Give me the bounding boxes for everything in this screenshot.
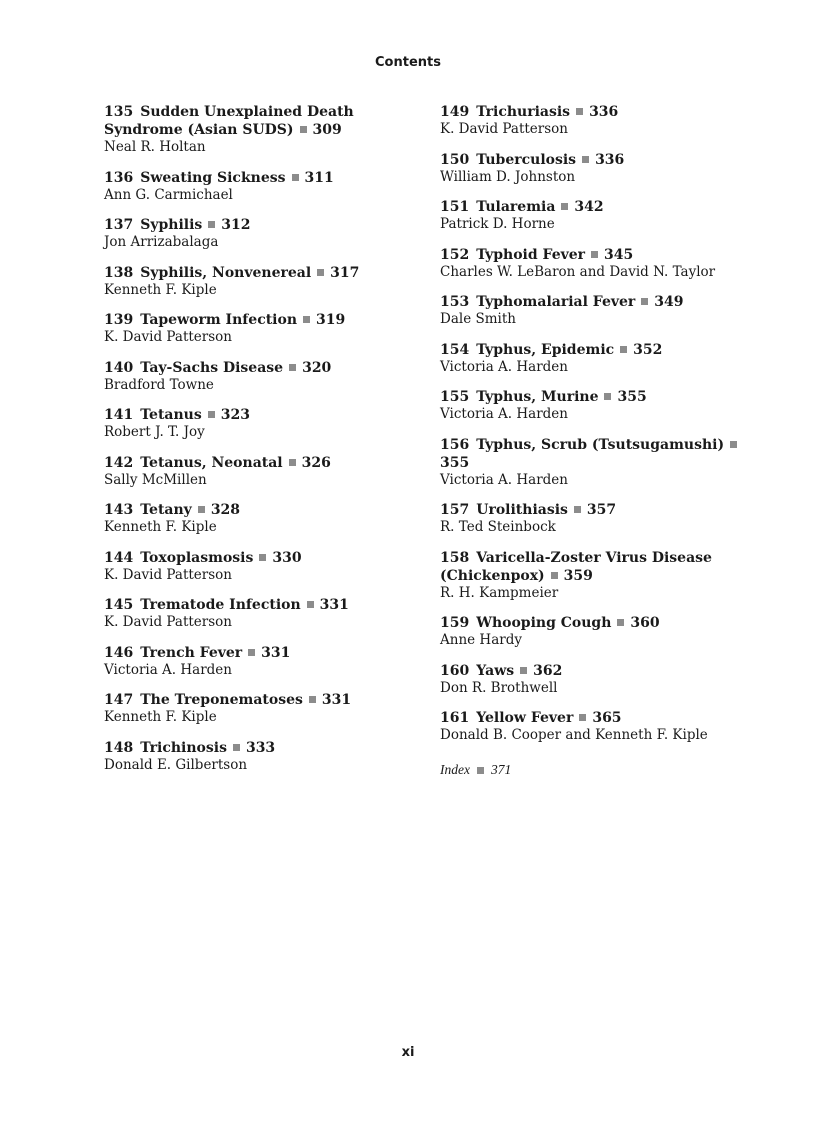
chapter-number: 138 xyxy=(104,264,134,281)
toc-entry-heading xyxy=(440,662,770,680)
chapter-number: 159 xyxy=(440,615,470,631)
chapter-page: 331 xyxy=(261,644,291,661)
chapter-title: Urolithiasis xyxy=(476,502,568,518)
toc-entry xyxy=(104,644,424,679)
index-page: 371 xyxy=(490,762,512,777)
chapter-author: K. David Patterson xyxy=(104,566,232,583)
chapter-title: Varicella-Zoster Virus Disease (Chickenpox) xyxy=(440,549,712,584)
chapter-author: Charles W. LeBaron and David N. Taylor xyxy=(440,263,716,280)
chapter-page: 357 xyxy=(586,502,617,518)
square-bullet-icon xyxy=(309,696,316,703)
chapter-page: 342 xyxy=(574,199,604,215)
toc-entry-heading xyxy=(440,388,770,406)
toc-entry-heading xyxy=(104,454,424,472)
chapter-title: Syphilis xyxy=(140,217,203,233)
chapter-page: 331 xyxy=(321,692,352,708)
toc-index-entry xyxy=(440,761,770,778)
chapter-number: 153 xyxy=(440,294,470,310)
chapter-page: 311 xyxy=(304,169,334,186)
chapter-title: The Treponematoses xyxy=(140,692,303,708)
toc-entry xyxy=(440,151,770,186)
chapter-page: 336 xyxy=(589,104,619,120)
page-header-title: Contents xyxy=(375,55,441,70)
toc-entry xyxy=(440,662,770,697)
toc-entry xyxy=(440,103,770,138)
toc-entry xyxy=(104,359,424,394)
chapter-number: 149 xyxy=(440,104,470,120)
chapter-title: Yellow Fever xyxy=(476,710,574,726)
chapter-title: Sweating Sickness xyxy=(140,169,286,186)
square-bullet-icon xyxy=(604,393,611,400)
chapter-title: Syphilis, Nonvenereal xyxy=(140,264,312,281)
toc-entry xyxy=(104,454,424,489)
chapter-author: Sally McMillen xyxy=(104,471,207,488)
chapter-number: 142 xyxy=(104,454,134,471)
toc-entry xyxy=(440,341,770,376)
toc-entry-heading xyxy=(440,341,770,359)
chapter-author: Victoria A. Harden xyxy=(440,406,568,422)
square-bullet-icon xyxy=(208,221,215,228)
toc-entry xyxy=(440,388,770,423)
chapter-title: Tuberculosis xyxy=(476,151,577,168)
square-bullet-icon xyxy=(551,572,558,579)
chapter-number: 143 xyxy=(104,502,134,518)
toc-entry xyxy=(104,216,424,251)
toc-entry-heading xyxy=(104,216,424,234)
chapter-title: Typhomalarial Fever xyxy=(476,294,636,310)
chapter-author: Jon Arrizabalaga xyxy=(104,234,219,250)
toc-entry-heading xyxy=(104,264,424,282)
chapter-title: Yaws xyxy=(476,662,515,679)
square-bullet-icon xyxy=(477,767,484,774)
chapter-title: Tetanus, Neonatal xyxy=(140,454,283,471)
chapter-author: K. David Patterson xyxy=(440,121,568,137)
square-bullet-icon xyxy=(289,364,296,371)
toc-entry-heading xyxy=(104,406,424,424)
chapter-number: 160 xyxy=(440,662,470,679)
square-bullet-icon xyxy=(198,506,205,513)
chapter-number: 136 xyxy=(104,169,134,186)
toc-entry-heading xyxy=(440,436,770,472)
toc-entry xyxy=(104,169,424,204)
square-bullet-icon xyxy=(561,203,568,210)
toc-entry-heading xyxy=(440,293,770,311)
square-bullet-icon xyxy=(289,459,296,466)
chapter-number: 156 xyxy=(440,436,470,453)
square-bullet-icon xyxy=(317,269,324,276)
chapter-page: 320 xyxy=(302,359,332,376)
chapter-author: Patrick D. Horne xyxy=(440,216,555,232)
chapter-number: 148 xyxy=(104,739,134,756)
toc-entry-heading xyxy=(104,103,424,139)
chapter-page: 349 xyxy=(654,294,684,310)
chapter-author: K. David Patterson xyxy=(104,329,232,345)
toc-entry-heading xyxy=(104,596,424,614)
toc-entry-heading xyxy=(440,501,770,519)
toc-entry-heading xyxy=(104,549,424,567)
square-bullet-icon xyxy=(591,251,598,258)
chapter-title: Trench Fever xyxy=(140,644,243,661)
toc-entry xyxy=(440,549,770,602)
chapter-title: Tularemia xyxy=(476,199,556,215)
chapter-author: Anne Hardy xyxy=(440,632,522,648)
chapter-title: Typhus, Scrub (Tsutsugamushi) xyxy=(476,436,725,453)
chapter-author: Bradford Towne xyxy=(104,376,214,393)
chapter-author: Kenneth F. Kiple xyxy=(104,709,217,725)
chapter-number: 158 xyxy=(440,549,470,566)
square-bullet-icon xyxy=(303,316,310,323)
chapter-number: 152 xyxy=(440,246,470,263)
chapter-page: 362 xyxy=(533,662,563,679)
toc-entry-heading xyxy=(440,103,770,121)
toc-entry xyxy=(104,103,424,156)
chapter-title: Sudden Unexplained Death Syndrome (Asian SUDS) xyxy=(104,104,354,138)
toc-entry-heading xyxy=(104,739,424,757)
square-bullet-icon xyxy=(259,554,266,561)
chapter-page: 352 xyxy=(633,341,663,358)
chapter-title: Tetany xyxy=(140,502,192,518)
chapter-title: Tay-Sachs Disease xyxy=(140,359,284,376)
chapter-author: Robert J. T. Joy xyxy=(104,424,205,440)
chapter-page: 317 xyxy=(330,264,360,281)
chapter-number: 146 xyxy=(104,644,134,661)
chapter-number: 137 xyxy=(104,217,134,233)
chapter-author: Kenneth F. Kiple xyxy=(104,519,217,535)
chapter-page: 309 xyxy=(312,122,342,138)
square-bullet-icon xyxy=(579,714,586,721)
chapter-page: 365 xyxy=(592,710,622,726)
toc-entry xyxy=(104,501,424,536)
chapter-title: Tetanus xyxy=(140,407,202,423)
chapter-page: 355 xyxy=(617,389,647,405)
chapter-number: 154 xyxy=(440,341,470,358)
toc-entry-heading xyxy=(104,169,424,187)
chapter-title: Trematode Infection xyxy=(140,597,301,613)
toc-entry xyxy=(104,596,424,631)
chapter-author: Neal R. Holtan xyxy=(104,139,206,155)
toc-entry xyxy=(440,293,770,328)
square-bullet-icon xyxy=(300,126,307,133)
chapter-number: 161 xyxy=(440,710,470,726)
chapter-author: Dale Smith xyxy=(440,311,516,327)
toc-entry-heading xyxy=(440,549,770,585)
chapter-title: Typhoid Fever xyxy=(476,246,586,263)
chapter-author: R. Ted Steinbock xyxy=(440,519,556,535)
toc-entry xyxy=(440,436,770,489)
toc-entry xyxy=(104,739,424,774)
chapter-author: Victoria A. Harden xyxy=(440,358,568,375)
toc-column-left xyxy=(104,103,424,786)
chapter-author: Donald B. Cooper and Kenneth F. Kiple xyxy=(440,727,708,743)
square-bullet-icon xyxy=(520,667,527,674)
chapter-title: Typhus, Epidemic xyxy=(476,341,615,358)
square-bullet-icon xyxy=(617,619,624,626)
square-bullet-icon xyxy=(620,346,627,353)
chapter-page: 328 xyxy=(210,502,241,518)
chapter-author: K. David Patterson xyxy=(104,614,232,630)
toc-list-right xyxy=(440,103,770,744)
toc-entry xyxy=(440,501,770,536)
square-bullet-icon xyxy=(730,441,737,448)
chapter-number: 139 xyxy=(104,312,134,328)
toc-entry-heading xyxy=(440,614,770,632)
chapter-page: 333 xyxy=(245,739,276,756)
chapter-page: 323 xyxy=(220,407,250,423)
toc-entry-heading xyxy=(104,501,424,519)
toc-entry-heading xyxy=(440,151,770,169)
toc-entry xyxy=(104,311,424,346)
toc-entry-heading xyxy=(440,198,770,216)
toc-entry xyxy=(440,614,770,649)
chapter-page: 336 xyxy=(595,151,625,168)
chapter-author: Kenneth F. Kiple xyxy=(104,281,217,298)
chapter-page: 345 xyxy=(604,246,634,263)
chapter-number: 150 xyxy=(440,151,470,168)
chapter-number: 151 xyxy=(440,199,470,215)
square-bullet-icon xyxy=(582,156,589,163)
chapter-title: Whooping Cough xyxy=(476,615,612,631)
toc-entry xyxy=(440,198,770,233)
toc-entry xyxy=(104,264,424,299)
toc-entry xyxy=(440,709,770,744)
chapter-number: 145 xyxy=(104,597,134,613)
toc-entry xyxy=(104,549,424,584)
square-bullet-icon xyxy=(576,108,583,115)
chapter-number: 155 xyxy=(440,389,470,405)
page-number: xi xyxy=(401,1045,415,1060)
chapter-author: Victoria A. Harden xyxy=(104,661,232,678)
chapter-number: 135 xyxy=(104,104,134,120)
chapter-author: R. H. Kampmeier xyxy=(440,584,559,601)
chapter-author: William D. Johnston xyxy=(440,168,576,185)
square-bullet-icon xyxy=(208,411,215,418)
square-bullet-icon xyxy=(292,174,299,181)
chapter-title: Trichinosis xyxy=(140,739,227,756)
square-bullet-icon xyxy=(641,298,648,305)
chapter-author: Ann G. Carmichael xyxy=(104,186,233,203)
index-label: Index xyxy=(440,762,470,777)
toc-entry xyxy=(104,691,424,726)
chapter-author: Don R. Brothwell xyxy=(440,679,558,696)
chapter-title: Tapeworm Infection xyxy=(140,312,298,328)
toc-entry xyxy=(104,406,424,441)
chapter-title: Trichuriasis xyxy=(476,104,571,120)
square-bullet-icon xyxy=(574,506,581,513)
chapter-number: 157 xyxy=(440,502,470,518)
chapter-page: 359 xyxy=(563,567,593,584)
chapter-page: 326 xyxy=(301,454,331,471)
chapter-number: 147 xyxy=(104,692,134,708)
square-bullet-icon xyxy=(248,649,255,656)
toc-entry-heading xyxy=(104,644,424,662)
toc-entry-heading xyxy=(104,359,424,377)
chapter-author: Victoria A. Harden xyxy=(440,471,568,488)
chapter-page: 330 xyxy=(272,549,302,566)
chapter-author: Donald E. Gilbertson xyxy=(104,756,248,773)
chapter-number: 141 xyxy=(104,407,134,423)
toc-entry-heading xyxy=(104,691,424,709)
chapter-page: 331 xyxy=(319,597,349,613)
chapter-title: Toxoplasmosis xyxy=(140,549,254,566)
toc-entry-heading xyxy=(440,246,770,264)
square-bullet-icon xyxy=(307,601,314,608)
chapter-page: 319 xyxy=(316,312,346,328)
toc-entry-heading xyxy=(440,709,770,727)
toc-column-right xyxy=(440,103,770,778)
chapter-page: 360 xyxy=(630,615,660,631)
chapter-number: 144 xyxy=(104,549,134,566)
chapter-page: 355 xyxy=(440,454,470,471)
chapter-page: 312 xyxy=(221,217,251,233)
chapter-number: 140 xyxy=(104,359,134,376)
square-bullet-icon xyxy=(233,744,240,751)
toc-entry-heading xyxy=(104,311,424,329)
toc-entry xyxy=(440,246,770,281)
chapter-title: Typhus, Murine xyxy=(476,389,599,405)
